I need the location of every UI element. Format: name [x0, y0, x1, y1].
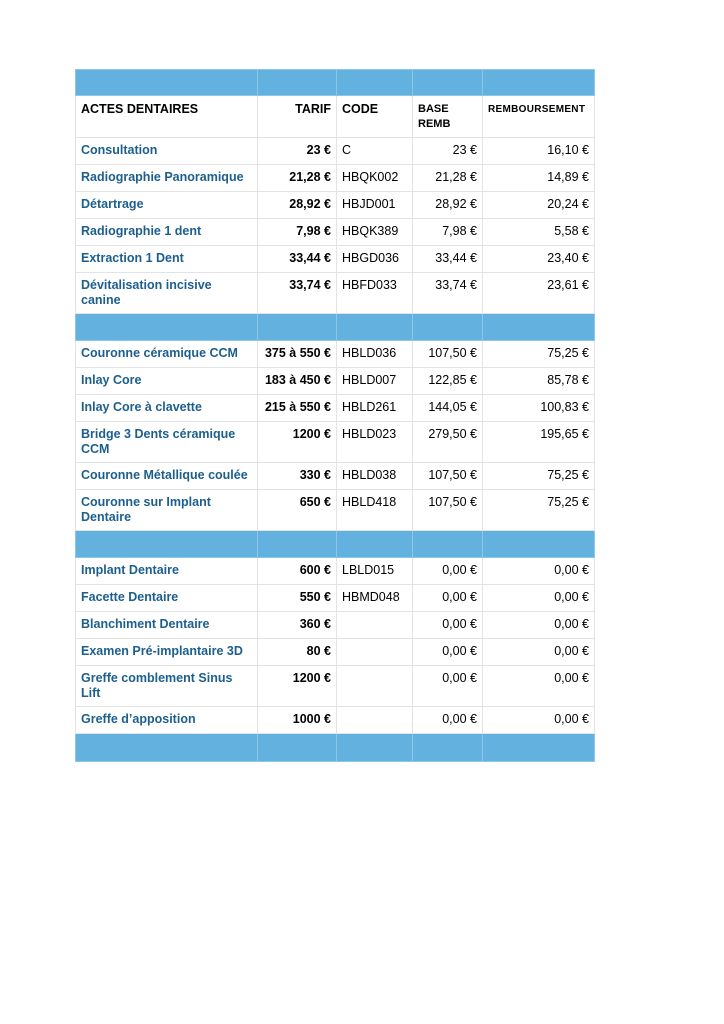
code-cell: HBQK389	[337, 219, 413, 246]
band-cell	[483, 70, 595, 96]
header-base-remb: BASE REMB	[413, 96, 483, 138]
base-remb-cell: 0,00 €	[413, 666, 483, 707]
remboursement-cell: 75,25 €	[483, 490, 595, 531]
base-remb-cell: 21,28 €	[413, 165, 483, 192]
band-row	[76, 734, 595, 762]
band-cell	[483, 314, 595, 341]
band-row-top	[76, 70, 595, 96]
acte-cell: Radiographie Panoramique	[76, 165, 258, 192]
acte-cell: Couronne Métallique coulée	[76, 463, 258, 490]
tarif-cell: 33,44 €	[258, 246, 337, 273]
base-remb-cell: 144,05 €	[413, 395, 483, 422]
tarifs-table-body	[76, 70, 595, 762]
tarif-cell: 183 à 450 €	[258, 368, 337, 395]
acte-cell: Extraction 1 Dent	[76, 246, 258, 273]
table-row	[76, 585, 595, 612]
acte-cell: Greffe d’apposition	[76, 707, 258, 734]
base-remb-cell: 33,74 €	[413, 273, 483, 314]
code-cell: HBLD007	[337, 368, 413, 395]
code-cell: HBFD033	[337, 273, 413, 314]
band-cell	[258, 734, 337, 762]
tarif-cell: 330 €	[258, 463, 337, 490]
remboursement-cell: 0,00 €	[483, 612, 595, 639]
band-row	[76, 314, 595, 341]
base-remb-cell: 0,00 €	[413, 558, 483, 585]
base-remb-cell: 0,00 €	[413, 612, 483, 639]
tarif-cell: 650 €	[258, 490, 337, 531]
remboursement-cell: 23,61 €	[483, 273, 595, 314]
remboursement-cell: 0,00 €	[483, 585, 595, 612]
table-row	[76, 612, 595, 639]
header-remboursement: REMBOURSEMENT	[483, 96, 595, 138]
band-cell	[413, 314, 483, 341]
acte-cell: Dévitalisation incisive canine	[76, 273, 258, 314]
tarif-cell: 7,98 €	[258, 219, 337, 246]
acte-cell: Greffe comblement Sinus Lift	[76, 666, 258, 707]
acte-cell: Détartrage	[76, 192, 258, 219]
acte-cell: Couronne sur Implant Dentaire	[76, 490, 258, 531]
tarif-cell: 1000 €	[258, 707, 337, 734]
remboursement-cell: 0,00 €	[483, 666, 595, 707]
header-acte: ACTES DENTAIRES	[76, 96, 258, 138]
code-cell: HBLD418	[337, 490, 413, 531]
remboursement-cell: 5,58 €	[483, 219, 595, 246]
tarif-cell: 600 €	[258, 558, 337, 585]
table-row	[76, 490, 595, 531]
band-cell	[258, 531, 337, 558]
remboursement-cell: 0,00 €	[483, 707, 595, 734]
header-code: CODE	[337, 96, 413, 138]
tarif-cell: 360 €	[258, 612, 337, 639]
base-remb-cell: 7,98 €	[413, 219, 483, 246]
base-remb-cell: 33,44 €	[413, 246, 483, 273]
remboursement-cell: 23,40 €	[483, 246, 595, 273]
code-cell: LBLD015	[337, 558, 413, 585]
code-cell: HBLD261	[337, 395, 413, 422]
table-row	[76, 138, 595, 165]
code-cell: C	[337, 138, 413, 165]
band-cell	[337, 734, 413, 762]
band-row	[76, 531, 595, 558]
code-cell: HBLD036	[337, 341, 413, 368]
code-cell: HBMD048	[337, 585, 413, 612]
base-remb-cell: 122,85 €	[413, 368, 483, 395]
acte-cell: Examen Pré-implantaire 3D	[76, 639, 258, 666]
tarif-cell: 33,74 €	[258, 273, 337, 314]
tarif-cell: 550 €	[258, 585, 337, 612]
remboursement-cell: 0,00 €	[483, 558, 595, 585]
acte-cell: Inlay Core	[76, 368, 258, 395]
acte-cell: Blanchiment Dentaire	[76, 612, 258, 639]
band-cell	[76, 531, 258, 558]
table-row	[76, 422, 595, 463]
band-cell	[337, 531, 413, 558]
base-remb-cell: 279,50 €	[413, 422, 483, 463]
band-cell	[258, 314, 337, 341]
acte-cell: Inlay Core à clavette	[76, 395, 258, 422]
acte-cell: Facette Dentaire	[76, 585, 258, 612]
table-row	[76, 707, 595, 734]
remboursement-cell: 0,00 €	[483, 639, 595, 666]
band-cell	[76, 314, 258, 341]
tarifs-table	[75, 69, 595, 762]
base-remb-cell: 0,00 €	[413, 707, 483, 734]
acte-cell: Consultation	[76, 138, 258, 165]
band-cell	[413, 734, 483, 762]
tarif-cell: 28,92 €	[258, 192, 337, 219]
acte-cell: Implant Dentaire	[76, 558, 258, 585]
table-row	[76, 666, 595, 707]
code-cell: HBQK002	[337, 165, 413, 192]
tarif-cell: 375 à 550 €	[258, 341, 337, 368]
code-cell: HBJD001	[337, 192, 413, 219]
code-cell	[337, 612, 413, 639]
band-cell	[413, 70, 483, 96]
code-cell	[337, 707, 413, 734]
tarif-cell: 80 €	[258, 639, 337, 666]
acte-cell: Radiographie 1 dent	[76, 219, 258, 246]
code-cell: HBGD036	[337, 246, 413, 273]
base-remb-cell: 28,92 €	[413, 192, 483, 219]
band-cell	[483, 734, 595, 762]
base-remb-cell: 107,50 €	[413, 490, 483, 531]
acte-cell: Couronne céramique CCM	[76, 341, 258, 368]
header-tarif: TARIF	[258, 96, 337, 138]
remboursement-cell: 100,83 €	[483, 395, 595, 422]
tarif-cell: 1200 €	[258, 666, 337, 707]
table-row	[76, 219, 595, 246]
band-cell	[76, 734, 258, 762]
table-row	[76, 558, 595, 585]
band-cell	[483, 531, 595, 558]
remboursement-cell: 75,25 €	[483, 341, 595, 368]
tarif-cell: 23 €	[258, 138, 337, 165]
base-remb-cell: 23 €	[413, 138, 483, 165]
table-row	[76, 463, 595, 490]
table-row	[76, 192, 595, 219]
base-remb-cell: 107,50 €	[413, 341, 483, 368]
header-row	[76, 96, 595, 138]
code-cell: HBLD038	[337, 463, 413, 490]
remboursement-cell: 195,65 €	[483, 422, 595, 463]
table-row	[76, 246, 595, 273]
table-row	[76, 273, 595, 314]
base-remb-cell: 107,50 €	[413, 463, 483, 490]
remboursement-cell: 20,24 €	[483, 192, 595, 219]
remboursement-cell: 85,78 €	[483, 368, 595, 395]
code-cell: HBLD023	[337, 422, 413, 463]
band-cell	[76, 70, 258, 96]
tarif-cell: 1200 €	[258, 422, 337, 463]
base-remb-cell: 0,00 €	[413, 639, 483, 666]
acte-cell: Bridge 3 Dents céramique CCM	[76, 422, 258, 463]
band-cell	[413, 531, 483, 558]
table-row	[76, 368, 595, 395]
table-row	[76, 341, 595, 368]
remboursement-cell: 75,25 €	[483, 463, 595, 490]
band-cell	[337, 314, 413, 341]
code-cell	[337, 666, 413, 707]
code-cell	[337, 639, 413, 666]
band-cell	[337, 70, 413, 96]
table-row	[76, 165, 595, 192]
table-row	[76, 395, 595, 422]
tarif-cell: 21,28 €	[258, 165, 337, 192]
tarif-cell: 215 à 550 €	[258, 395, 337, 422]
remboursement-cell: 14,89 €	[483, 165, 595, 192]
remboursement-cell: 16,10 €	[483, 138, 595, 165]
band-cell	[258, 70, 337, 96]
base-remb-cell: 0,00 €	[413, 585, 483, 612]
table-row	[76, 639, 595, 666]
